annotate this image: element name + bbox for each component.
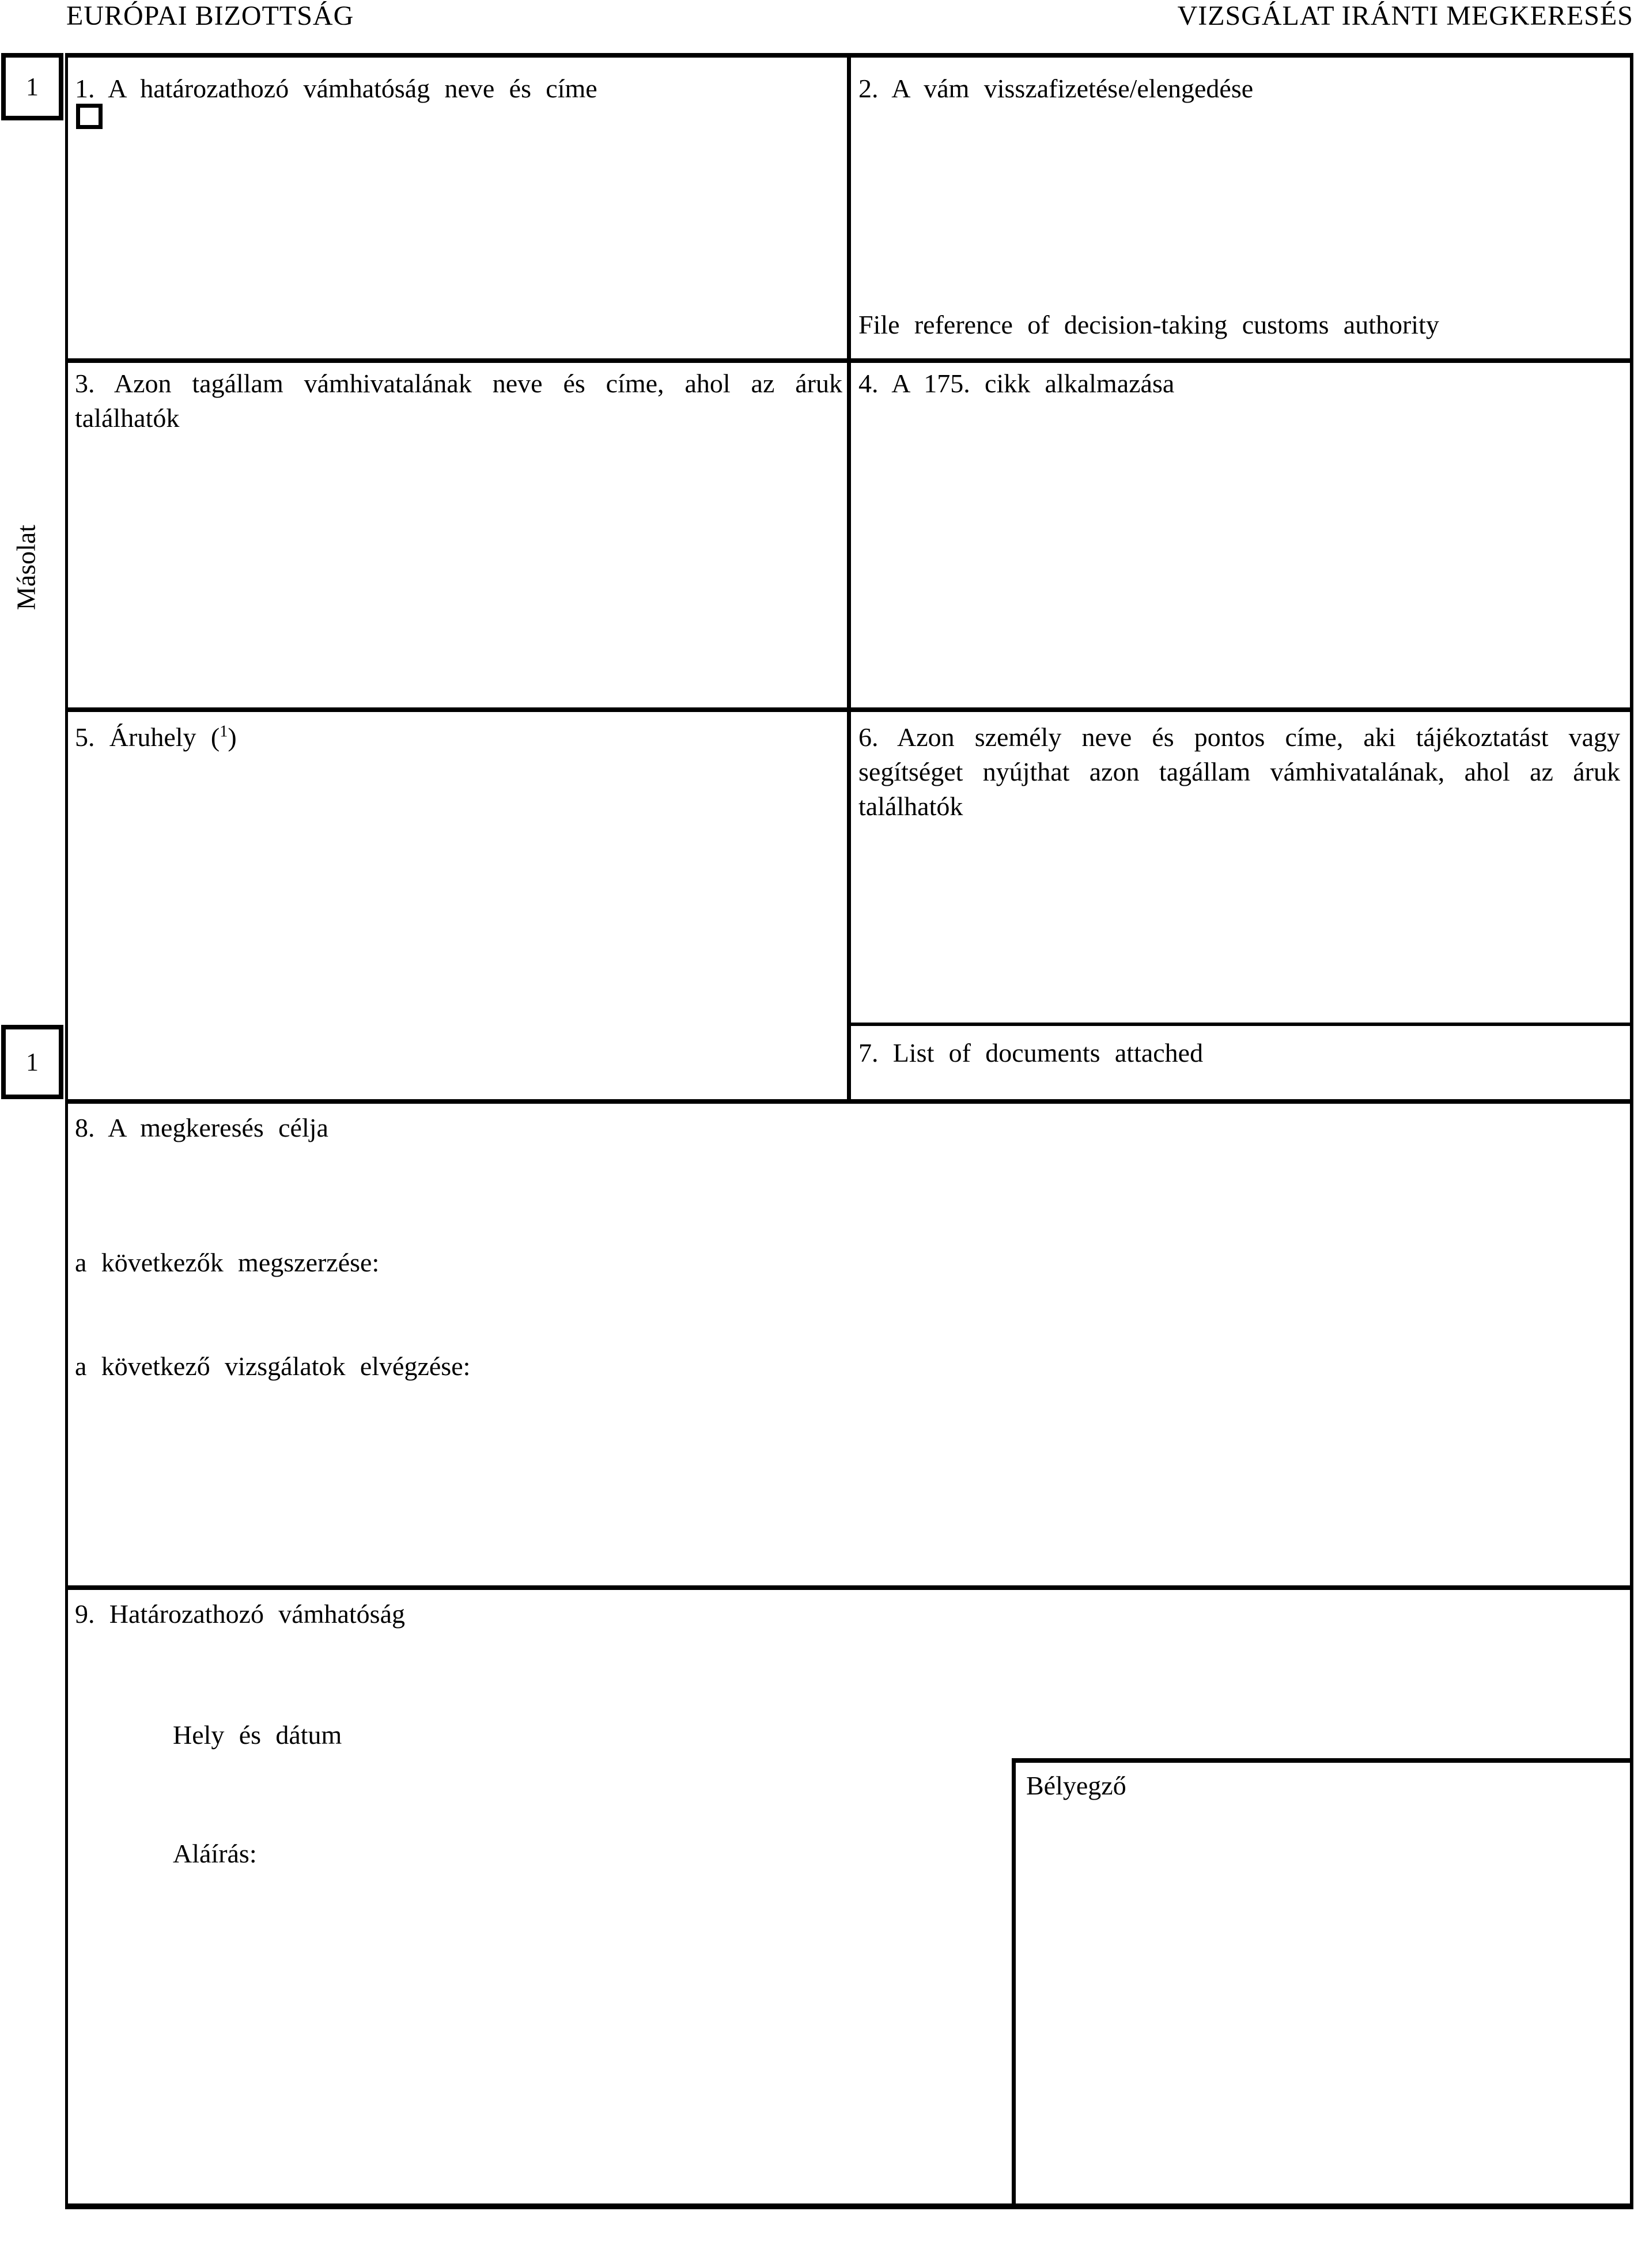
field-8-obtain-line: a következők megszerzése: (75, 1248, 380, 1277)
row-divider-3 (68, 1099, 1630, 1104)
row-divider-2 (68, 707, 1630, 712)
field-7-label: 7. List of documents attached (858, 1038, 1204, 1067)
field-3-label: 3. Azon tagállam vámhivatalának neve és címe, ahol az áruk találhatók (75, 369, 842, 433)
row-divider-1 (68, 358, 1630, 363)
file-reference-label: File reference of decision-taking customs authority (858, 310, 1439, 339)
field-5-label-close: ) (228, 722, 237, 752)
field-5-footnote-ref: 1 (220, 722, 228, 741)
copy-label-vertical: Másolat (11, 524, 41, 611)
column-divider (847, 58, 851, 1104)
stamp-label: Bélyegző (1026, 1771, 1126, 1800)
field-1-checkbox[interactable] (76, 104, 103, 129)
copy-number-box-bottom (1, 1025, 63, 1099)
copy-number-top: 1 (26, 73, 39, 101)
field-5-label (75, 720, 237, 755)
copy-number-box-top (1, 53, 63, 120)
field-4-label: 4. A 175. cikk alkalmazása (858, 369, 1175, 398)
row-divider-4 (68, 1585, 1630, 1590)
field-8-examinations-line: a következő vizsgálatok elvégzése: (75, 1351, 471, 1381)
box7-top-divider (847, 1023, 1630, 1026)
place-date-label: Hely és dátum (173, 1720, 342, 1750)
copy-number-bottom: 1 (26, 1048, 39, 1076)
field-6-label: 6. Azon személy neve és pontos címe, aki tájékoztatást vagy segítséget nyújthat azon tagállam vámhivatalának, ahol az áruk találhatók (858, 722, 1620, 821)
field-2-label: 2. A vám visszafizetése/elengedése (858, 74, 1254, 103)
form-title: VIZSGÁLAT IRÁNTI MEGKERESÉS (1177, 1, 1633, 31)
issuing-body-title: EURÓPAI BIZOTTSÁG (66, 1, 354, 31)
form-table (65, 53, 1633, 2209)
field-8-label: 8. A megkeresés célja (75, 1113, 328, 1142)
field-5-label-text: 5. Áruhely ( (75, 722, 220, 752)
field-1-label: 1. A határozathozó vámhatóság neve és címe (75, 74, 597, 103)
stamp-box (1012, 1758, 1630, 2203)
signature-label: Aláírás: (173, 1839, 257, 1868)
field-9-label: 9. Határozathozó vámhatóság (75, 1599, 405, 1629)
